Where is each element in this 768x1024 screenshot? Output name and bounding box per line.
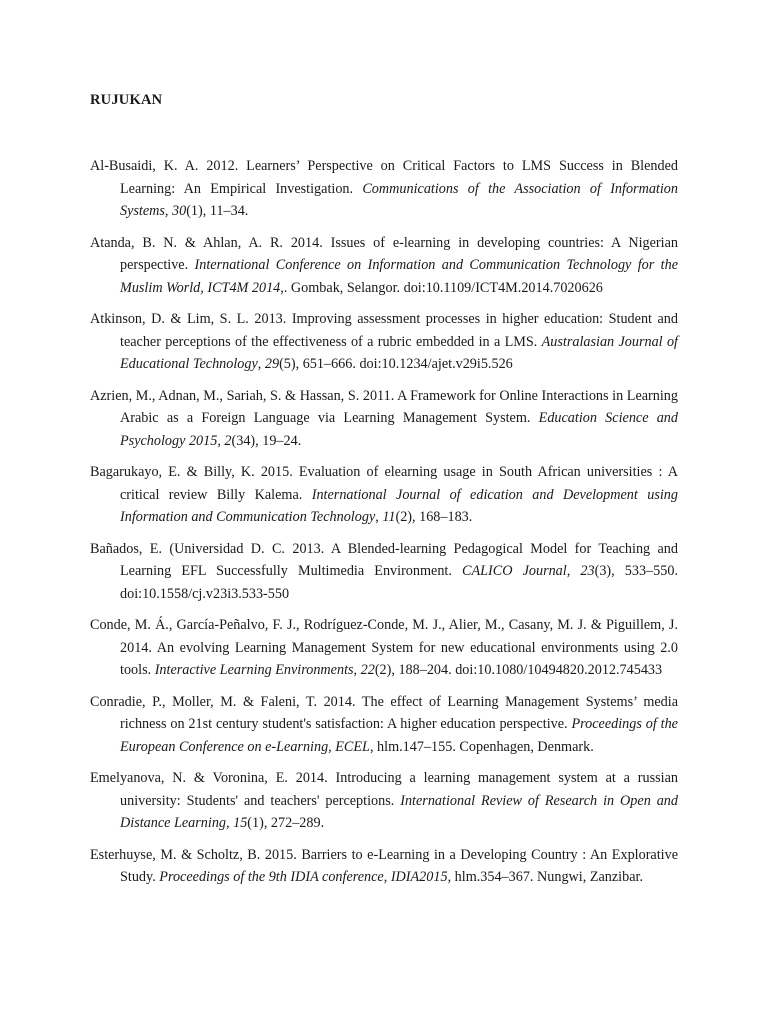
reference-text: , hlm.147–155. Copenhagen, Denmark. — [369, 738, 594, 755]
reference-text: Al-Busaidi, K. A. 2012. Learners’ Perspective on Critical Factors to LMS Success in Blended Learning: An Empirical Investigation. — [90, 158, 678, 197]
reference-italic-text: Communications of the Association of Information Systems — [120, 180, 678, 219]
reference-text: , — [353, 662, 361, 678]
reference-text: ,. Gombak, Selangor. doi:10.1109/ICT4M.2014.7020626 — [280, 279, 603, 296]
reference-entry — [90, 461, 678, 529]
reference-text: (3), 533–550. doi:10.1558/cj.v23i3.533-550 — [120, 563, 679, 602]
reference-italic-text: Australasian Journal of Educational Technology — [120, 333, 678, 372]
reference-entry — [90, 385, 678, 453]
reference-entry — [90, 691, 678, 759]
reference-text: (5), 651–666. doi:10.1234/ajet.v29i5.526 — [279, 356, 513, 372]
reference-italic-text: 30 — [172, 203, 187, 219]
reference-text: (2), 188–204. doi:10.1080/10494820.2012.745433 — [374, 662, 663, 678]
reference-text: , — [257, 356, 265, 372]
reference-text: , — [164, 203, 173, 219]
reference-italic-text: International Conference on Information and Communication Technology for the Muslim World, ICT4M 2014 — [120, 257, 678, 296]
reference-text: Atkinson, D. & Lim, S. L. 2013. Improving assessment processes in higher education: Student and teacher perceptions of the effectiveness of a rubric embedded in a LMS. — [90, 311, 678, 350]
reference-text: (34), 19–24. — [231, 432, 302, 449]
reference-entry — [90, 538, 678, 606]
reference-text: , — [226, 815, 234, 831]
reference-italic-text: Education Science and Psychology 2015 — [120, 410, 678, 449]
reference-text: Conradie, P., Moller, M. & Faleni, T. 2014. The effect of Learning Management Systems’ media richness on 21st century student's satisfaction: A higher education perspective. — [90, 693, 678, 732]
reference-italic-text: 2 — [224, 432, 232, 449]
reference-text: (1), 11–34. — [186, 203, 249, 219]
reference-entry — [90, 308, 678, 376]
reference-list — [90, 155, 678, 889]
reference-italic-text: 29 — [264, 356, 280, 372]
reference-text: , — [566, 563, 581, 579]
reference-text: Azrien, M., Adnan, M., Sariah, S. & Hassan, S. 2011. A Framework for Online Interactions in Learning Arabic as a Foreign Language via Learning Management System. — [90, 387, 678, 426]
reference-entry — [90, 844, 678, 889]
reference-italic-text: CALICO Journal — [462, 563, 567, 579]
reference-text: Atanda, B. N. & Ahlan, A. R. 2014. Issues of e-learning in developing countries: A Nigerian perspective. — [90, 234, 678, 273]
reference-italic-text: International Review of Research in Open and Distance Learning — [120, 792, 678, 831]
reference-text: Conde, M. Á., García-Peñalvo, F. J., Rodríguez-Conde, M. J., Alier, M., Casany, M. J. & Piguillem, J. 2014. An evolving Learning Management System for new educational environments using 2.0 tools. — [90, 617, 678, 678]
reference-entry — [90, 614, 678, 682]
reference-text: (1), 272–289. — [247, 815, 325, 831]
reference-entry — [90, 155, 678, 223]
reference-italic-text: 11 — [382, 509, 396, 525]
reference-italic-text: 22 — [360, 662, 375, 678]
reference-italic-text: Proceedings of the 9th IDIA conference, IDIA2015 — [159, 869, 448, 885]
reference-text: , — [217, 432, 225, 449]
reference-text: (2), 168–183. — [395, 509, 473, 525]
reference-text: Bagarukayo, E. & Billy, K. 2015. Evaluation of elearning usage in South African universities : A critical review Billy Kalema. — [90, 464, 678, 503]
reference-italic-text: 23 — [580, 563, 595, 579]
page-heading: RUJUKAN — [90, 92, 163, 108]
reference-italic-text: Interactive Learning Environments — [154, 662, 354, 678]
reference-entry — [90, 232, 678, 300]
reference-italic-text: 15 — [233, 815, 248, 831]
reference-entry — [90, 767, 678, 835]
reference-text: , hlm.354–367. Nungwi, Zanzibar. — [447, 869, 644, 885]
reference-italic-text: Proceedings of the European Conference on e-Learning, ECEL — [120, 716, 678, 755]
reference-italic-text: International Journal of edication and Development using Information and Communication Technology — [120, 486, 678, 525]
reference-text: Esterhuyse, M. & Scholtz, B. 2015. Barriers to e-Learning in a Developing Country : An Explorative Study. — [90, 846, 678, 885]
reference-text: Emelyanova, N. & Voronina, E. 2014. Introducing a learning management system at a russian university: Students' and teachers' perceptions. — [90, 770, 678, 809]
reference-text: , — [375, 509, 383, 525]
reference-text: Bañados, E. (Universidad D. C. 2013. A Blended-learning Pedagogical Model for Teaching and Learning EFL Successfully Multimedia Environment. — [90, 540, 678, 579]
